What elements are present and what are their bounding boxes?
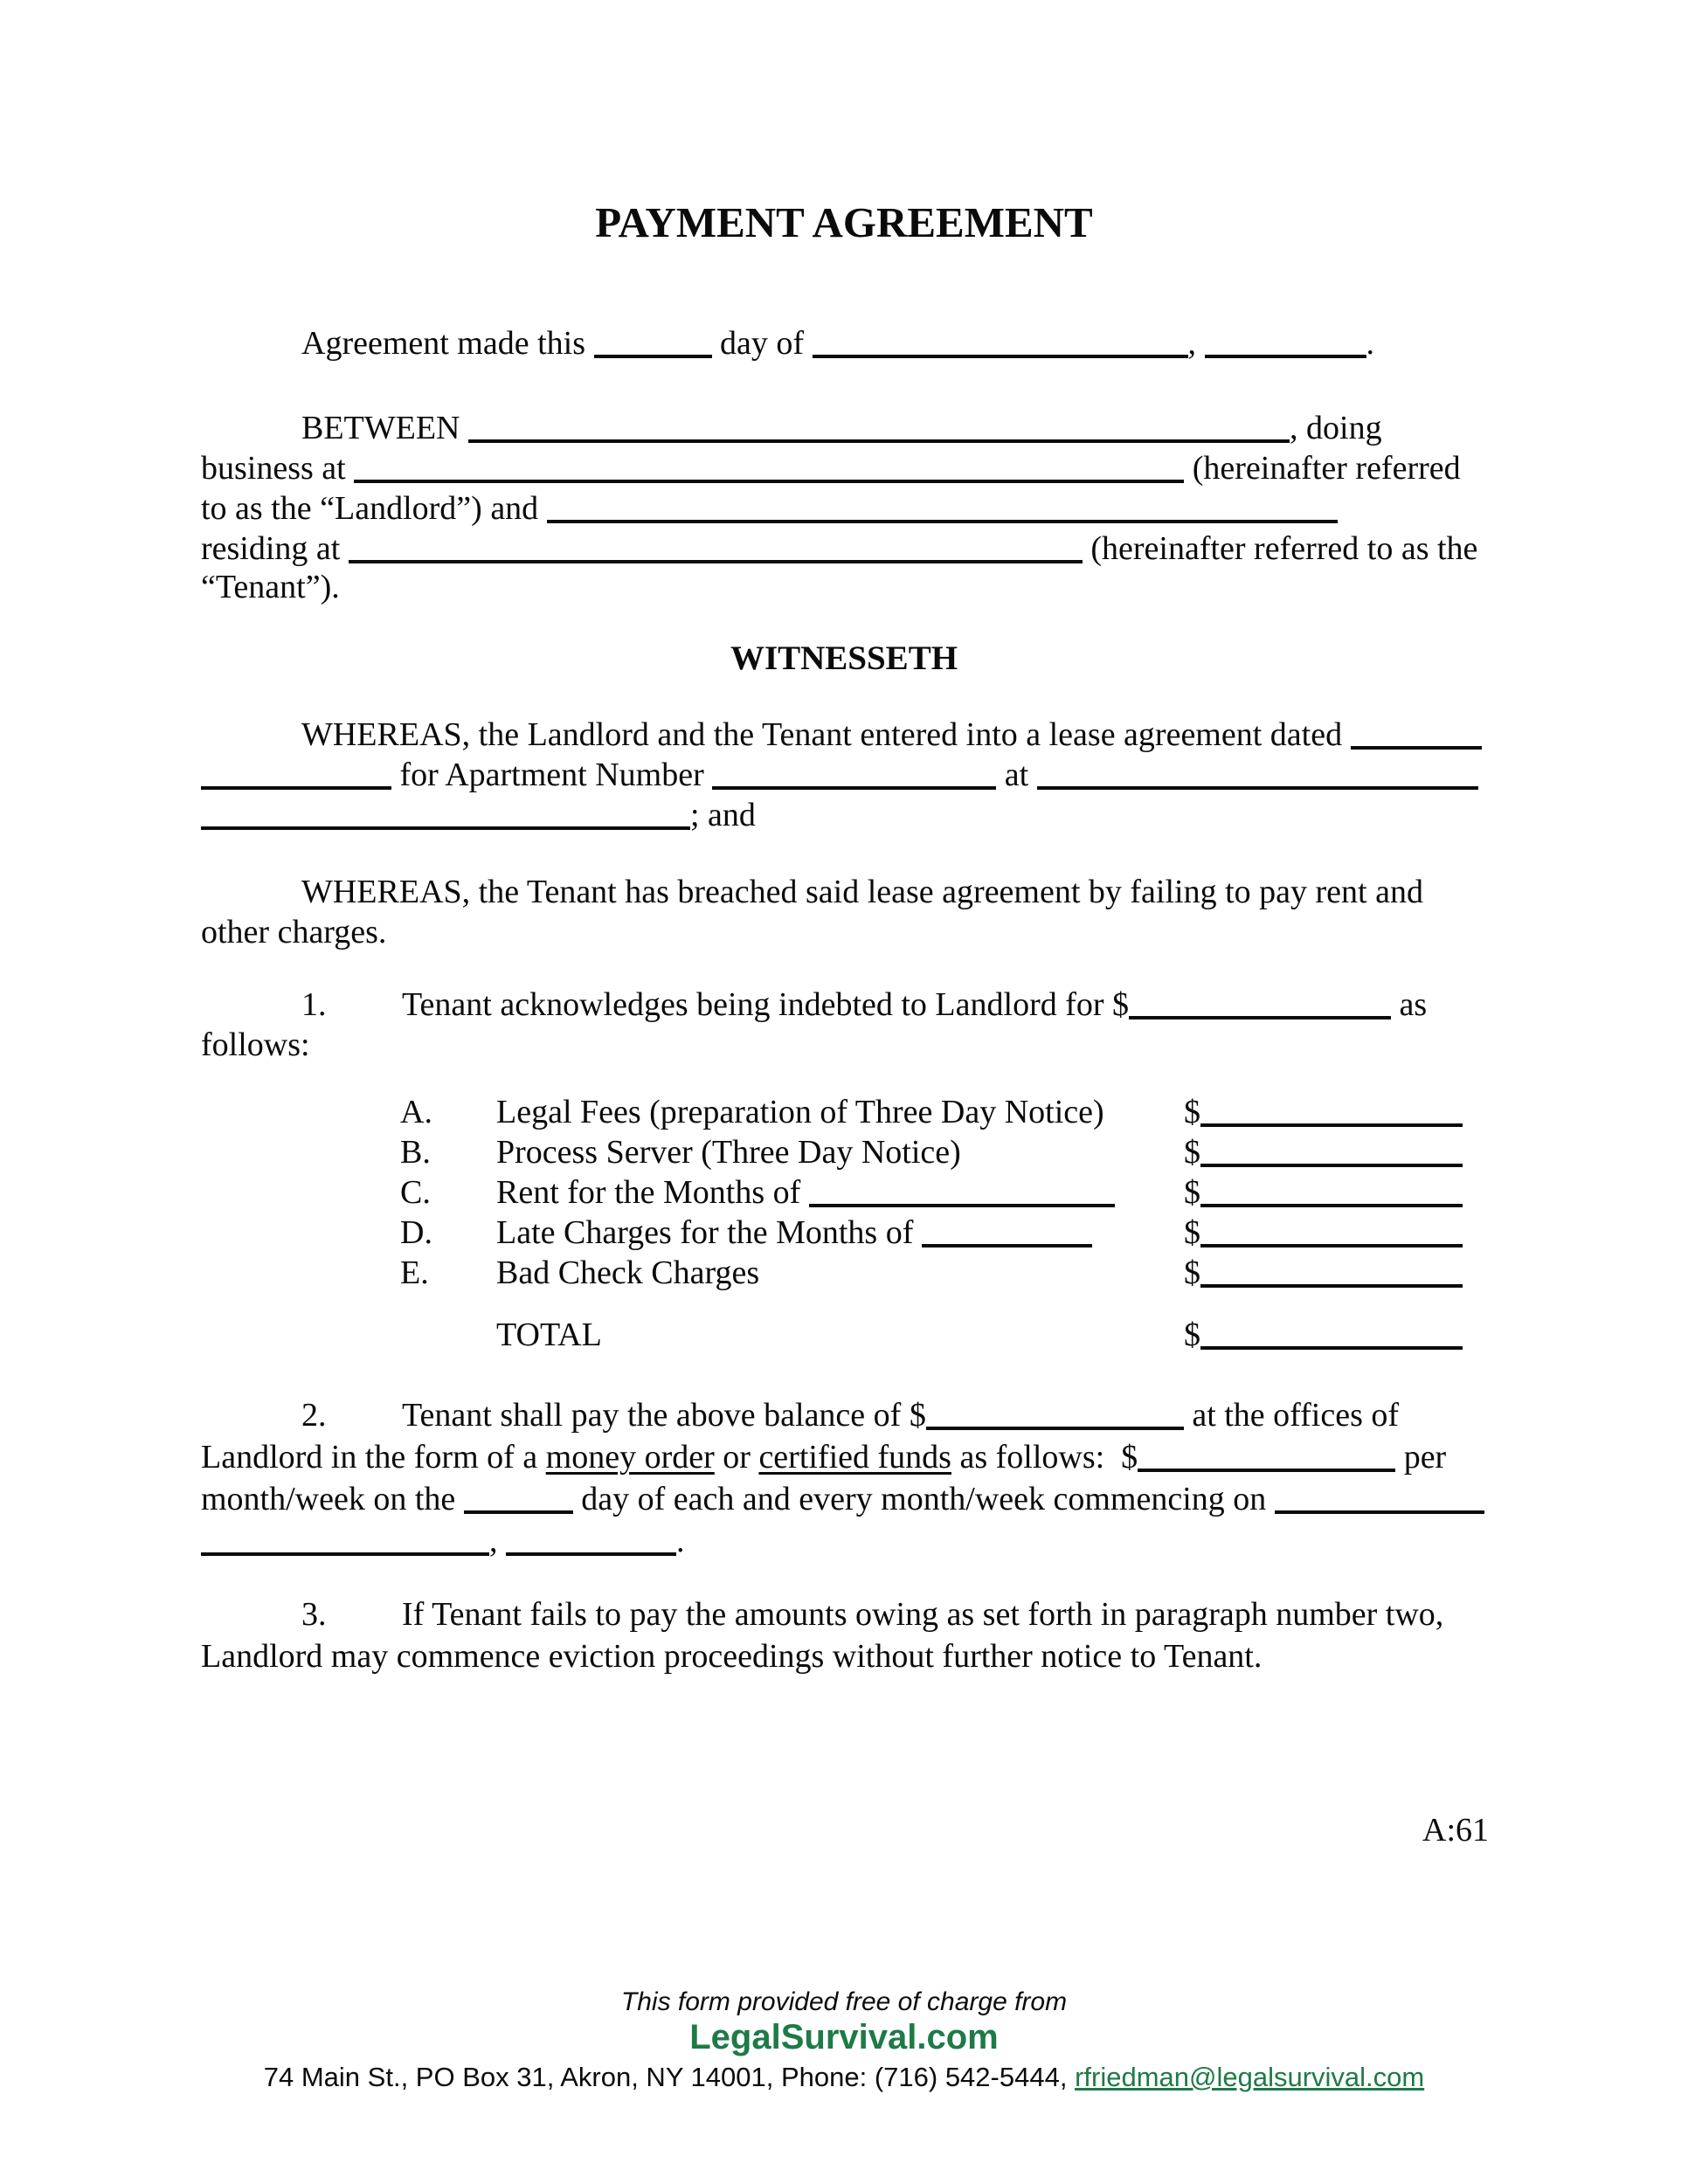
- text-run: Tenant shall pay the above balance of $: [402, 1397, 926, 1434]
- item-1-line-2: [0, 1025, 1688, 1065]
- text-run: to as the “Landlord”) and: [201, 490, 547, 527]
- whereas-lease-line-3: [0, 795, 1688, 835]
- blank-field: [1200, 1092, 1463, 1127]
- text-run: A:61: [1422, 1812, 1489, 1849]
- fee-row-d: [0, 1213, 1688, 1253]
- text-run: Agreement made this: [301, 325, 594, 362]
- text-run: other charges.: [201, 914, 387, 950]
- text-run: $: [1184, 1254, 1200, 1291]
- blank-field: [1037, 755, 1478, 790]
- text-run: Late Charges for the Months of: [496, 1214, 922, 1251]
- whereas-lease-line-1: [0, 715, 1688, 755]
- blank-field: [926, 1395, 1184, 1430]
- text-run: Process Server (Three Day Notice): [496, 1134, 961, 1171]
- whereas-breach-line-2: [0, 912, 1688, 952]
- text-run: at: [996, 757, 1037, 793]
- text-run: (hereinafter referred to as the: [1082, 530, 1478, 567]
- blank-field: [201, 755, 391, 790]
- text-run: D.: [400, 1214, 432, 1251]
- text-run: WHEREAS, the Tenant has breached said lease agreement by failing to pay rent and: [301, 874, 1423, 910]
- text-run: $: [1184, 1094, 1200, 1130]
- text-run: $: [1184, 1134, 1200, 1171]
- footer-brand: LegalSurvival.com: [689, 2018, 999, 2056]
- blank-field: [594, 323, 712, 358]
- business-at-line: [0, 448, 1688, 488]
- text-run: , doing: [1290, 410, 1382, 446]
- text-run: day of each and every month/week commencing on: [572, 1481, 1275, 1517]
- item-2-line-2: [0, 1437, 1688, 1477]
- item-2-line-3: [0, 1479, 1688, 1519]
- text-run: ; and: [690, 797, 756, 833]
- text-run: at the offices of: [1183, 1397, 1400, 1434]
- text-run: BETWEEN: [301, 410, 469, 446]
- blank-field: [1200, 1172, 1463, 1207]
- text-run: residing at: [201, 530, 349, 567]
- text-run: WITNESSETH: [730, 639, 958, 677]
- text-run: ,: [1187, 325, 1205, 362]
- blank-field: [1351, 715, 1482, 750]
- text-run: $: [1184, 1317, 1200, 1353]
- text-run: A.: [400, 1094, 432, 1130]
- text-run: 1.: [301, 986, 327, 1023]
- fee-row-c: [0, 1172, 1688, 1213]
- blank-field: [201, 1521, 489, 1556]
- blank-field: [354, 448, 1184, 483]
- blank-field: [1200, 1315, 1463, 1350]
- text-run: for Apartment Number: [391, 757, 713, 793]
- item-2-line-1: [0, 1395, 1688, 1435]
- fee-row-a: [0, 1092, 1688, 1132]
- text-run: Bad Check Charges: [496, 1254, 760, 1291]
- blank-field: [922, 1213, 1092, 1248]
- tenant-line: [0, 567, 1688, 607]
- text-run: .: [1366, 325, 1375, 362]
- text-run: WHEREAS, the Landlord and the Tenant entered into a lease agreement dated: [301, 716, 1351, 753]
- text-run: If Tenant fails to pay the amounts owing as set forth in paragraph number two,: [402, 1596, 1444, 1633]
- text-run: money order: [545, 1439, 715, 1476]
- text-run: C.: [400, 1174, 431, 1211]
- text-run: ,: [489, 1523, 506, 1559]
- blank-field: [1200, 1132, 1463, 1167]
- text-run: certified funds: [758, 1439, 951, 1476]
- text-run: business at: [201, 450, 355, 487]
- text-run: as follows: $: [951, 1439, 1138, 1476]
- blank-field: [349, 529, 1083, 563]
- blank-field: [1200, 1213, 1463, 1248]
- whereas-breach-line-1: [0, 872, 1688, 912]
- whereas-lease-line-2: [0, 755, 1688, 795]
- blank-field: [813, 323, 1188, 358]
- text-run: .: [676, 1523, 685, 1559]
- blank-field: [464, 1479, 573, 1514]
- footer-address-text: 74 Main St., PO Box 31, Akron, NY 14001, Phone: (716) 542-5444,: [263, 2062, 1076, 2092]
- blank-field: [1200, 1253, 1463, 1288]
- text-run: month/week on the: [201, 1481, 464, 1517]
- blank-field: [809, 1172, 1115, 1207]
- footer-email-link[interactable]: rfriedman@legalsurvival.com: [1075, 2062, 1425, 2092]
- item-3-line-1: [0, 1594, 1688, 1635]
- witnesseth-heading: [0, 639, 1688, 679]
- text-run: $: [1184, 1174, 1200, 1211]
- text-run: “Tenant”).: [201, 569, 340, 605]
- blank-field: [506, 1521, 676, 1556]
- text-run: PAYMENT AGREEMENT: [595, 198, 1093, 246]
- title-line: [0, 198, 1688, 247]
- item-2-line-4: [0, 1521, 1688, 1561]
- footer-tagline: This form provided free of charge from: [620, 1987, 1068, 2016]
- text-run: Tenant acknowledges being indebted to Landlord for $: [402, 986, 1130, 1023]
- text-run: 2.: [301, 1397, 327, 1434]
- item-3-line-2: [0, 1636, 1688, 1676]
- footer-address: [0, 2060, 1688, 2095]
- blank-field: [1129, 985, 1391, 1019]
- text-run: per: [1395, 1439, 1447, 1476]
- blank-field: [468, 408, 1290, 443]
- item-1-line-1: [0, 985, 1688, 1025]
- blank-field: [1275, 1479, 1484, 1514]
- landlord-line: [0, 488, 1688, 529]
- blank-field: [1205, 323, 1366, 358]
- text-run: 3.: [301, 1596, 327, 1633]
- blank-field: [1138, 1437, 1395, 1472]
- text-run: E.: [400, 1254, 429, 1291]
- text-run: $: [1184, 1214, 1200, 1251]
- text-run: Legal Fees (preparation of Three Day Notice): [496, 1094, 1104, 1130]
- fee-row-e: [0, 1253, 1688, 1293]
- text-run: Landlord may commence eviction proceedings without further notice to Tenant.: [201, 1638, 1263, 1675]
- total-row: [0, 1315, 1688, 1355]
- text-run: or: [714, 1439, 759, 1476]
- residing-at-line: [0, 529, 1688, 569]
- text-run: TOTAL: [496, 1317, 602, 1353]
- corner-ref: [0, 1810, 1688, 1850]
- agreement-date-line: [0, 323, 1688, 363]
- text-run: Rent for the Months of: [496, 1174, 809, 1211]
- text-run: (hereinafter referred: [1184, 450, 1461, 487]
- between-line: [0, 408, 1688, 448]
- text-run: B.: [400, 1134, 431, 1171]
- text-run: day of: [711, 325, 813, 362]
- text-run: as: [1391, 986, 1428, 1023]
- text-run: Landlord in the form of a: [201, 1439, 546, 1476]
- blank-field: [712, 755, 996, 790]
- fee-row-b: [0, 1132, 1688, 1172]
- blank-field: [201, 795, 690, 830]
- text-run: follows:: [201, 1026, 310, 1063]
- blank-field: [547, 488, 1338, 523]
